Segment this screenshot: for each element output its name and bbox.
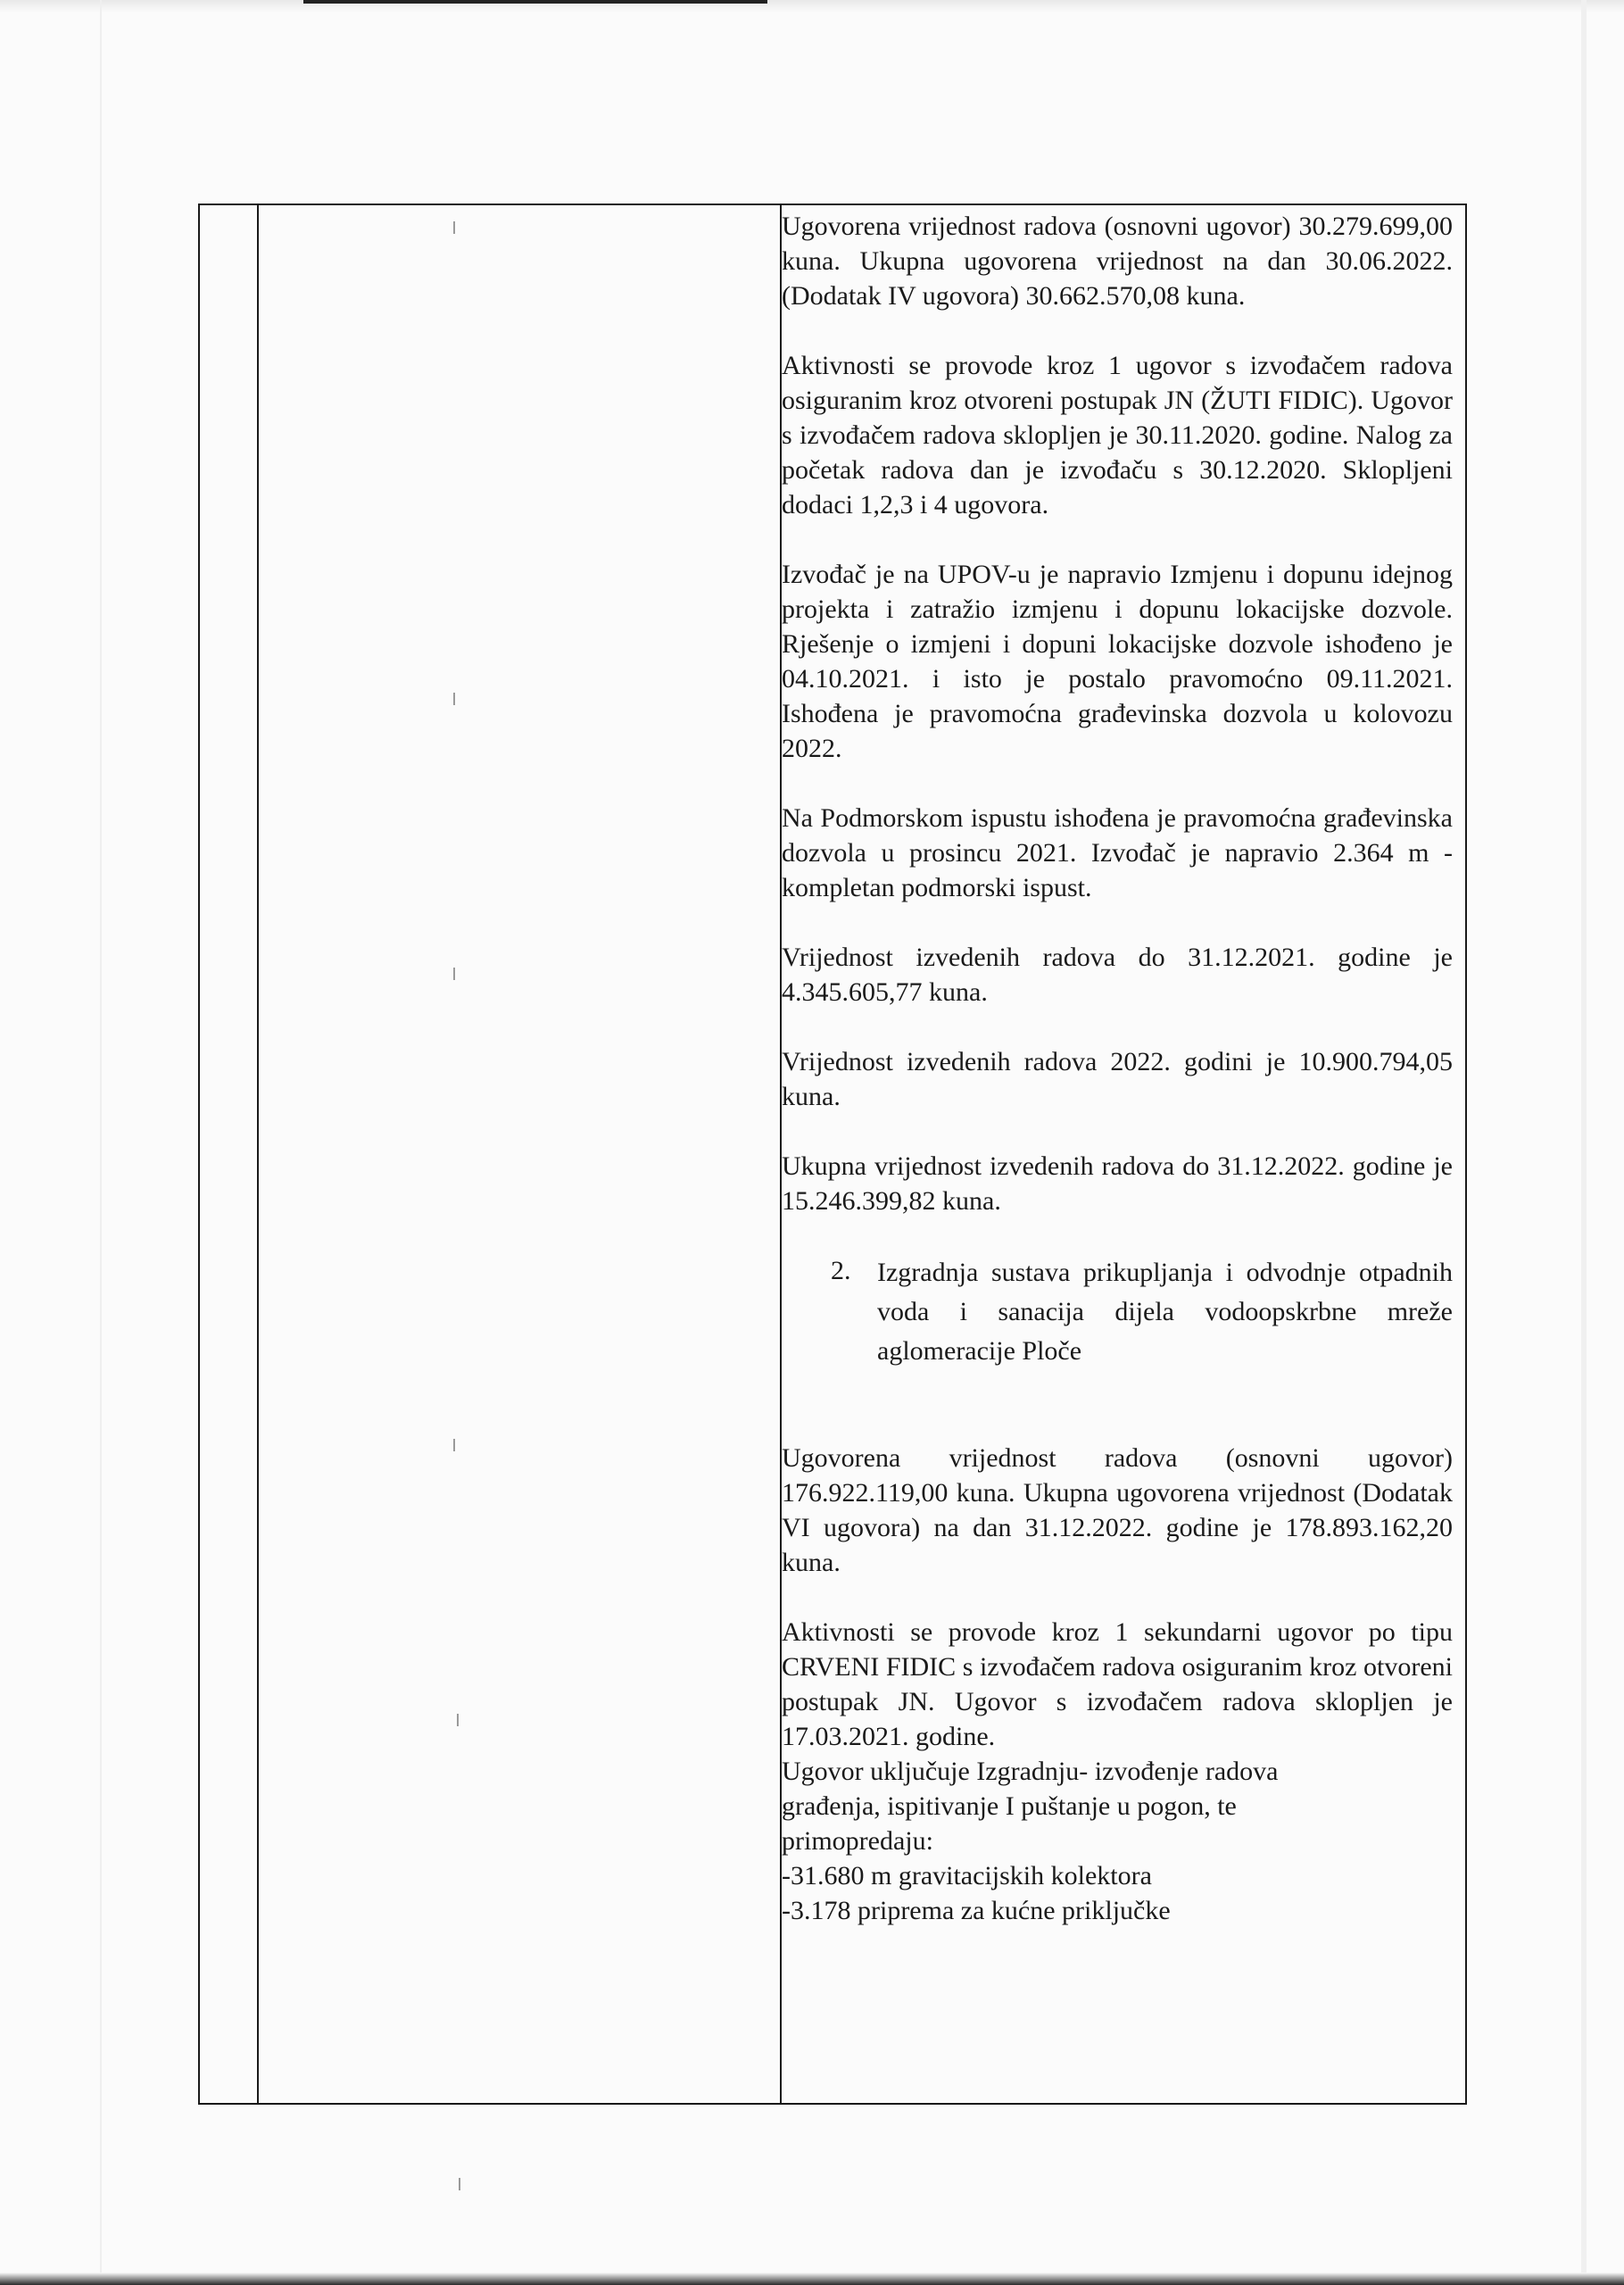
- paragraph-value-2022: Vrijednost izvedenih radova 2022. godini je 10.900.794,05 kuna.: [782, 1047, 1453, 1111]
- list-item: -3.178 priprema za kućne priključke: [782, 1896, 1171, 1925]
- paragraph-total-value: Ukupna vrijednost izvedenih radova do 31.12.2022. godine je 15.246.399,82 kuna.: [782, 1151, 1453, 1216]
- paragraph-submarine-outfall: Na Podmorskom ispustu ishođena je pravomoćna građevinska dozvola u prosincu 2021. Izvođač je napravio 2.364 m - kompletan podmorski ispust.: [782, 803, 1453, 902]
- paragraph-activities: Aktivnosti se provode kroz 1 ugovor s izvođačem radova osiguranim kroz otvoreni postupak JN (ŽUTI FIDIC). Ugovor s izvođačem radova sklopljen je 30.11.2020. godine. Nalog za početak radova dan je izvođaču s 30.12.2020. Sklopljeni dodaci 1,2,3 i 4 ugovora.: [782, 351, 1453, 519]
- paragraph-value-2021: Vrijednost izvedenih radova do 31.12.2021. godine je 4.345.605,77 kuna.: [782, 943, 1453, 1007]
- paragraph-contract-value: Ugovorena vrijednost radova (osnovni ugovor) 30.279.699,00 kuna. Ukupna ugovorena vrijednost na dan 30.06.2022. (Dodatak IV ugovora) 30.662.570,08 kuna.: [782, 212, 1453, 311]
- numbered-item: [782, 1253, 1453, 1371]
- text-cell: [782, 209, 1453, 1928]
- scan-speck: [457, 1714, 459, 1726]
- paragraph-contract-value-ploce: Ugovorena vrijednost radova (osnovni ugovor) 176.922.119,00 kuna. Ukupna ugovorena vrijednost (Dodatak VI ugovora) na dan 31.12.2022. godine je 178.893.162,20 kuna.: [782, 1443, 1453, 1577]
- numbered-item-number: 2.: [831, 1256, 851, 1285]
- scan-bottom-edge: [0, 2273, 1624, 2285]
- scan-right-edge: [1581, 0, 1587, 2285]
- table-column-divider: [257, 205, 259, 2103]
- text-line: Ugovor uključuje Izgradnju- izvođenje radova: [782, 1757, 1279, 1786]
- scan-top-edge: [0, 0, 1624, 12]
- scan-speck: [459, 2178, 460, 2190]
- scan-speck: [453, 968, 455, 980]
- scan-left-edge: [100, 0, 102, 2285]
- scan-artifact-mark: [303, 0, 767, 4]
- numbered-item-title: Izgradnja sustava prikupljanja i odvodnje otpadnih voda i sanacija dijela vodoopskrbne mreže aglomeracije Ploče: [877, 1258, 1453, 1366]
- text-line: primopredaju:: [782, 1826, 933, 1856]
- paragraph-activities-ploce: Aktivnosti se provode kroz 1 sekundarni ugovor po tipu CRVENI FIDIC s izvođačem radova osiguranim kroz otvoreni postupak JN. Ugovor s izvođačem radova sklopljen je 17.03.2021. godine.: [782, 1617, 1453, 1751]
- scan-speck: [453, 221, 455, 234]
- list-item: -31.680 m gravitacijskih kolektora: [782, 1861, 1152, 1890]
- scan-speck: [453, 693, 455, 705]
- scan-speck: [453, 1439, 455, 1451]
- text-line: građenja, ispitivanje I puštanje u pogon, te: [782, 1791, 1237, 1821]
- paragraph-permits: Izvođač je na UPOV-u je napravio Izmjenu i dopunu idejnog projekta i zatražio izmjenu i dopunu lokacijske dozvole. Rješenje o izmjeni i dopuni lokacijske dozvole ishođeno je 04.10.2021. i isto je postalo pravomoćno 09.11.2021. Ishođena je pravomoćna građevinska dozvola u kolovozu 2022.: [782, 560, 1453, 763]
